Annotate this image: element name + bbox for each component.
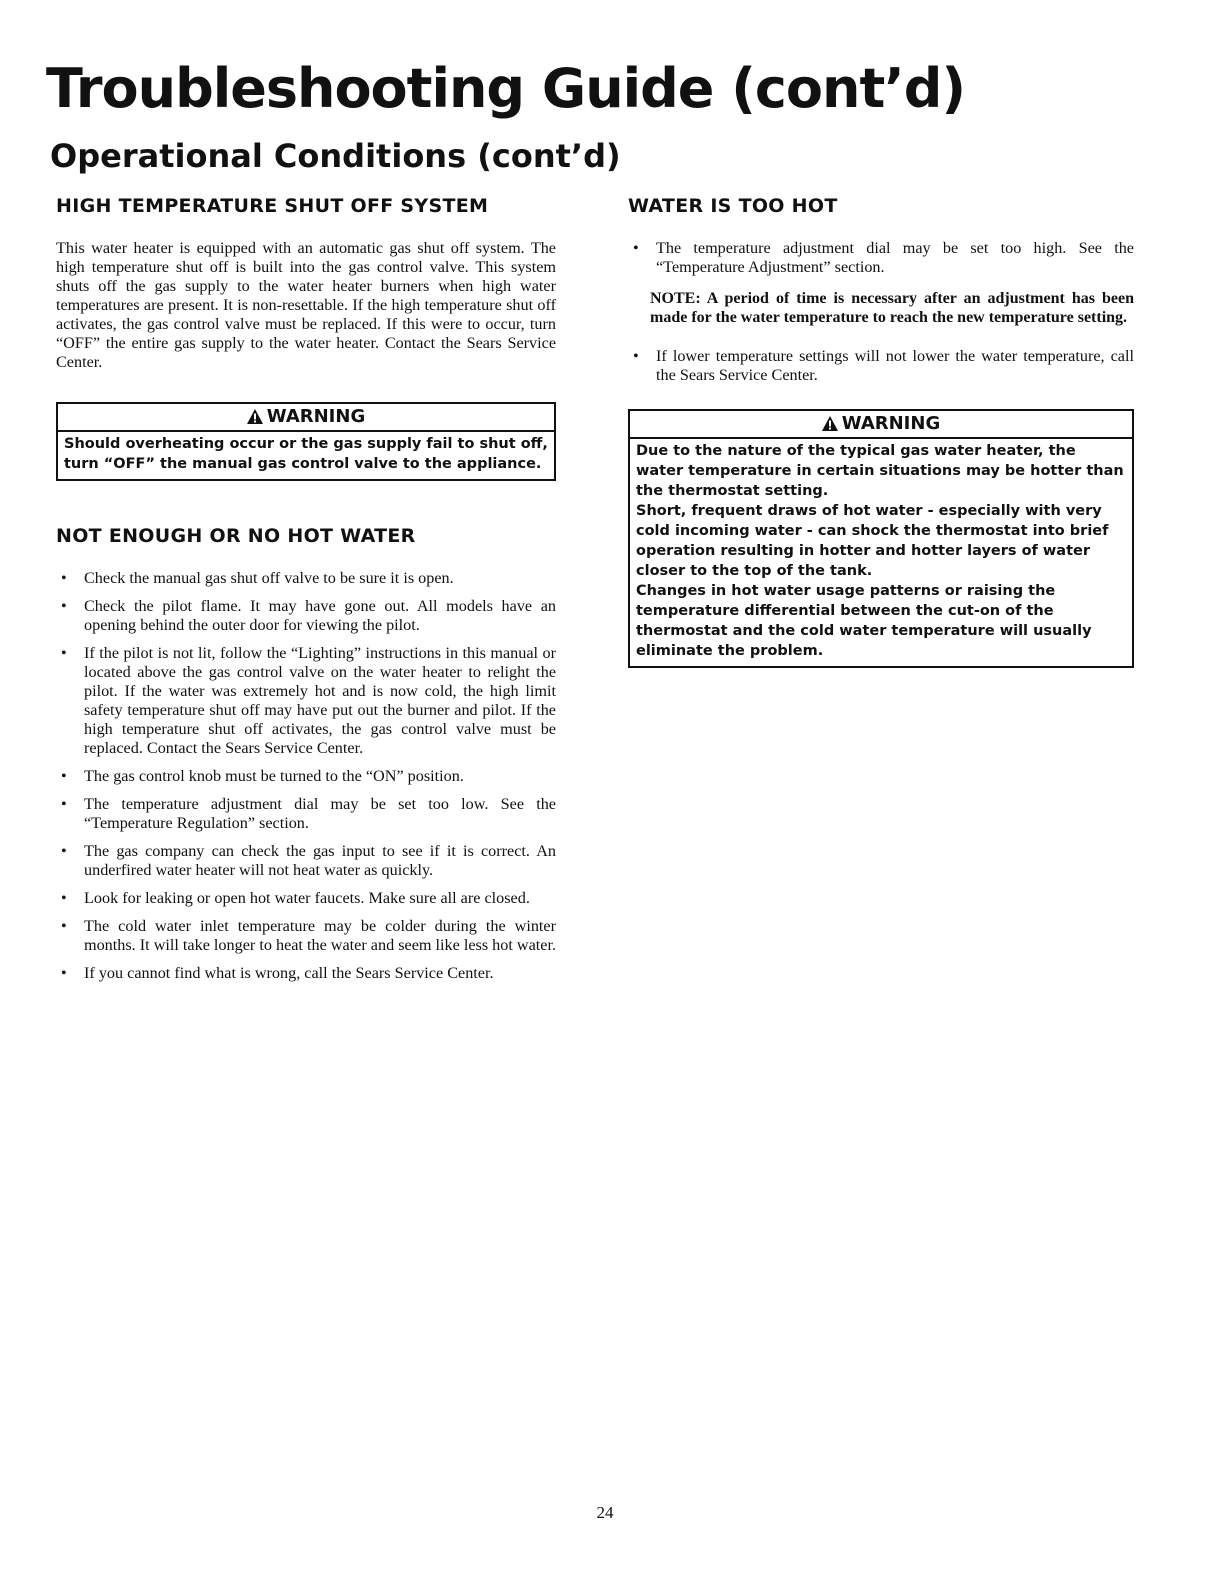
page-title: Troubleshooting Guide (cont’d): [46, 57, 966, 120]
warning-text: Should overheating occur or the gas supply fail to shut off, turn “OFF” the manual gas control valve to the appliance.: [64, 436, 548, 472]
warning-header: [630, 411, 1132, 439]
warning-paragraph: Due to the nature of the typical gas water heater, the water temperature in certain situations may be hotter than the thermostat setting.: [636, 443, 1124, 499]
warning-paragraph: Changes in hot water usage patterns or raising the temperature differential between the cut-on of the thermostat and the cold water temperature will usually eliminate the problem.: [636, 583, 1092, 659]
warning-triangle-icon: [247, 408, 263, 429]
water-too-hot-list: [628, 239, 1134, 277]
list-item: • If the pilot is not lit, follow the “Lighting” instructions in this manual or located above the gas control valve on the water heater to relight the pilot. If the water was extremely hot and is now cold, the high limit safety temperature shut off may have put out the burner and pilot. If the high temperature shut off activates, the gas control valve must be replaced. Contact the Sears Service Center.: [56, 644, 556, 758]
warning-text: [630, 439, 1132, 666]
warning-title: WARNING: [841, 413, 941, 434]
list-item: • If lower temperature settings will not lower the water temperature, call the Sears Service Center.: [628, 347, 1134, 385]
warning-box-overheating: [56, 402, 556, 481]
warning-header: [58, 404, 554, 432]
warning-paragraph: Short, frequent draws of hot water - especially with very cold incoming water - can shock the thermostat into brief operation resulting in hotter and hotter layers of water closer to the top of the tank.: [636, 503, 1109, 579]
water-too-hot-heading: WATER IS TOO HOT: [628, 195, 838, 217]
right-column: [628, 195, 1134, 668]
high-temp-body: This water heater is equipped with an automatic gas shut off system. The high temperature shut off is built into the gas control valve. This system shuts off the gas supply to the water heater burners when high water temperatures are present. It is non-resettable. If the high temperature shut off activates, the gas control valve must be replaced. If this were to occur, turn “OFF” the entire gas supply to the water heater. Contact the Sears Service Center.: [56, 239, 556, 371]
page-number: 24: [596, 1503, 614, 1522]
water-too-hot-list-2: [628, 347, 1134, 385]
list-item: • Check the pilot flame. It may have gone out. All models have an opening behind the outer door for viewing the pilot.: [56, 597, 556, 635]
left-column: [56, 195, 556, 992]
list-item: • The cold water inlet temperature may be colder during the winter months. It will take longer to heat the water and seem like less hot water.: [56, 917, 556, 955]
list-item: • Look for leaking or open hot water faucets. Make sure all are closed.: [56, 889, 556, 908]
list-item: • The temperature adjustment dial may be set too high. See the “Temperature Adjustment” section.: [628, 239, 1134, 277]
list-item: • The gas control knob must be turned to the “ON” position.: [56, 767, 556, 786]
warning-title: WARNING: [266, 406, 366, 427]
list-item: • The gas company can check the gas input to see if it is correct. An underfired water heater will not heat water as quickly.: [56, 842, 556, 880]
list-item: • Check the manual gas shut off valve to be sure it is open.: [56, 569, 556, 588]
list-item: • The temperature adjustment dial may be set too low. See the “Temperature Regulation” section.: [56, 795, 556, 833]
high-temp-heading: HIGH TEMPERATURE SHUT OFF SYSTEM: [56, 195, 489, 217]
not-enough-hot-water-list: [56, 569, 556, 983]
warning-triangle-icon: [822, 415, 838, 436]
page-subtitle: Operational Conditions (cont’d): [50, 137, 621, 175]
warning-box-hot-water: [628, 409, 1134, 668]
adjustment-note: NOTE: A period of time is necessary after an adjustment has been made for the water temperature to reach the new temperature setting.: [650, 290, 1134, 326]
not-enough-hot-water-heading: NOT ENOUGH OR NO HOT WATER: [56, 525, 416, 547]
list-item: • If you cannot find what is wrong, call the Sears Service Center.: [56, 964, 556, 983]
